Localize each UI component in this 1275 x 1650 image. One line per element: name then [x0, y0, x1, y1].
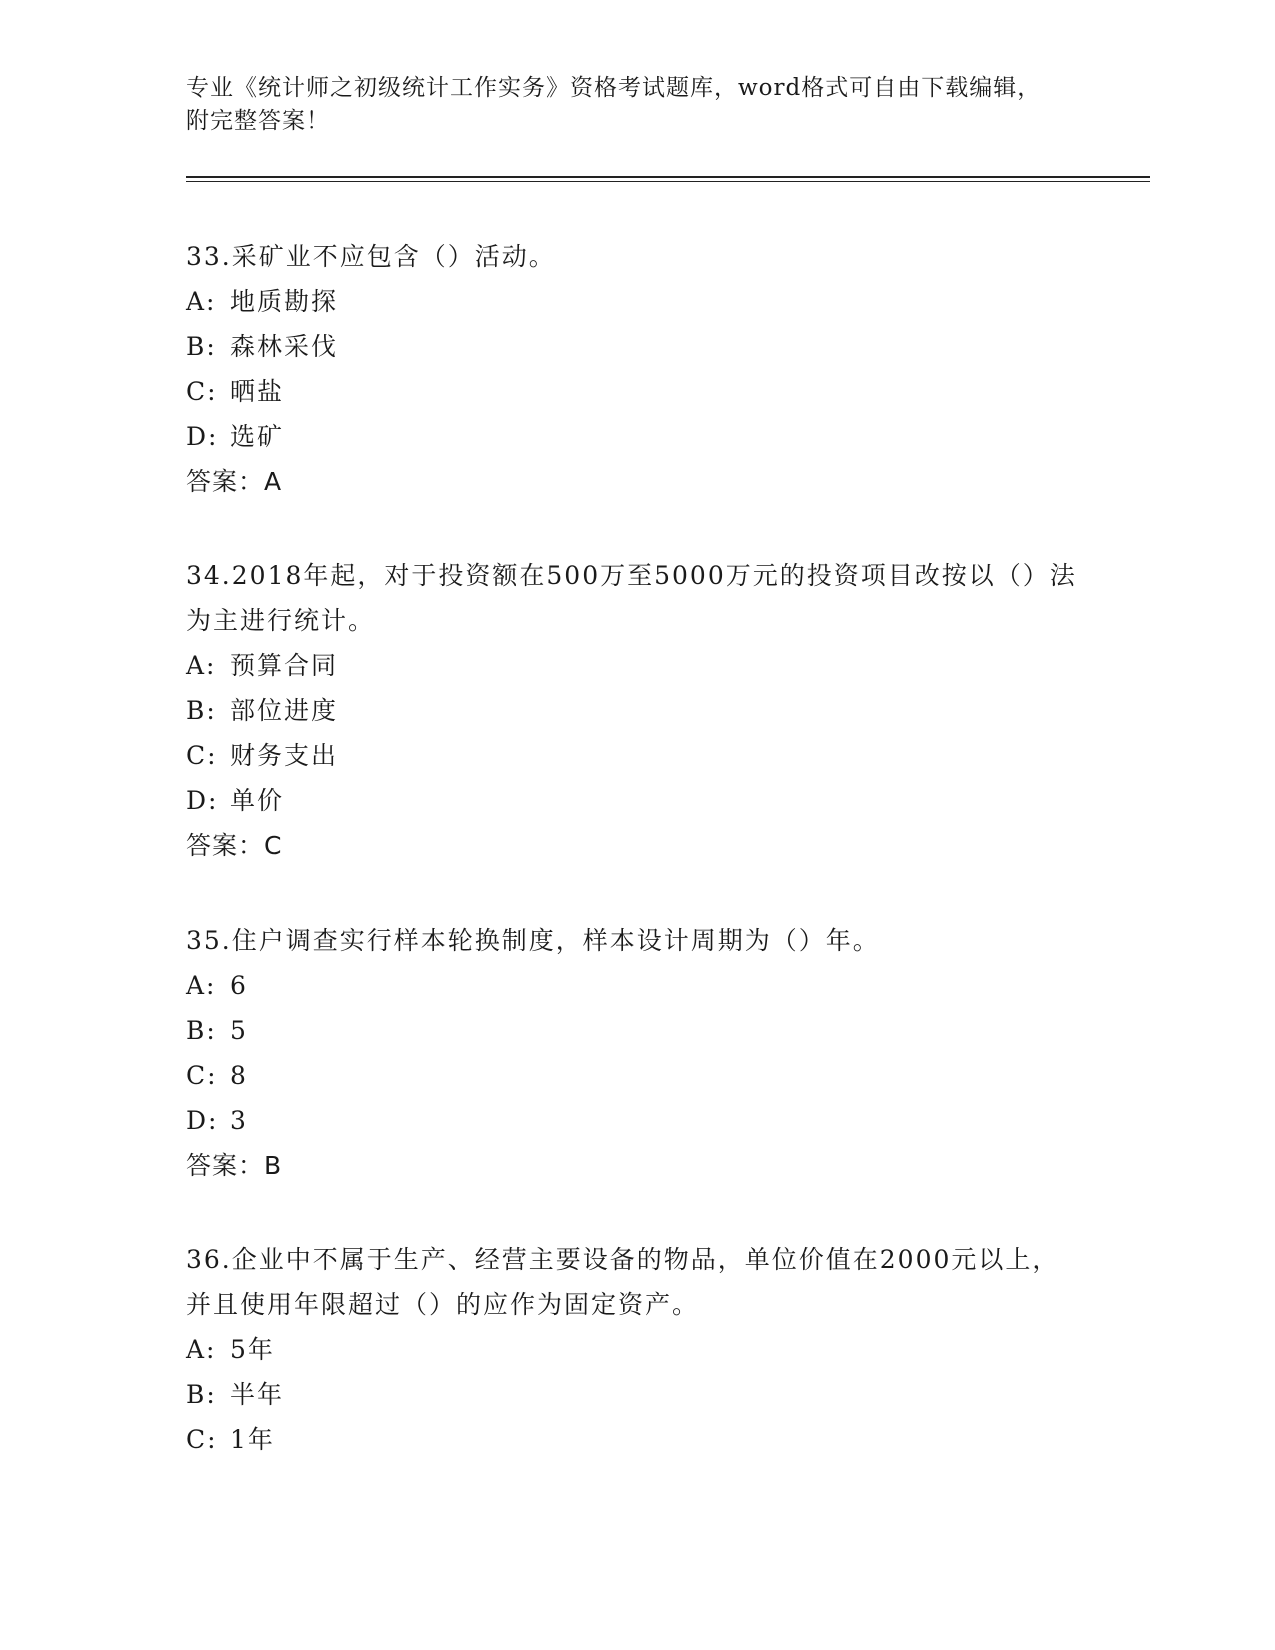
option-d — [186, 1098, 1086, 1143]
option-text: 6 — [230, 971, 248, 1000]
option-b — [186, 1372, 1086, 1417]
option-c — [186, 733, 1086, 778]
question-stem: 36.企业中不属于生产、经营主要设备的物品，单位价值在2000元以上，并且使用年限超过（）的应作为固定资产。 — [186, 1245, 1060, 1319]
option-c — [186, 369, 1086, 414]
question-stem: 35.住户调查实行样本轮换制度，样本设计周期为（）年。 — [186, 926, 880, 955]
option-text: 8 — [230, 1061, 248, 1090]
option-text: 5年 — [230, 1335, 275, 1364]
option-a — [186, 643, 1086, 688]
option-text: 3 — [230, 1106, 248, 1135]
option-letter: C: — [186, 1061, 218, 1090]
option-text: 财务支出 — [230, 741, 339, 770]
option-a — [186, 279, 1086, 324]
option-b — [186, 688, 1086, 733]
option-text: 预算合同 — [230, 651, 339, 680]
option-text: 晒盐 — [230, 377, 285, 406]
option-text: 部位进度 — [230, 696, 339, 725]
question-stem: 34.2018年起，对于投资额在500万至5000万元的投资项目改按以（）法为主进行统计。 — [186, 561, 1077, 635]
option-c — [186, 1053, 1086, 1098]
option-letter: C: — [186, 1425, 218, 1454]
answer-line: 答案：C — [186, 831, 283, 860]
option-a — [186, 963, 1086, 1008]
header-line-1: 专业《统计师之初级统计工作实务》资格考试题库，word格式可自由下载编辑， — [186, 75, 1042, 101]
option-text: 半年 — [230, 1380, 285, 1409]
answer-line: 答案：A — [186, 467, 283, 496]
option-letter: B: — [186, 1016, 217, 1045]
question-36 — [186, 1237, 1086, 1462]
document-header — [186, 72, 1106, 138]
option-letter: D: — [186, 786, 219, 815]
option-text: 地质勘探 — [230, 287, 339, 316]
option-letter: C: — [186, 377, 218, 406]
header-divider-thin — [186, 181, 1150, 182]
header-divider-thick — [186, 176, 1150, 178]
option-letter: D: — [186, 422, 219, 451]
option-c — [186, 1417, 1086, 1462]
question-34 — [186, 553, 1086, 868]
header-line-2: 附完整答案！ — [186, 108, 330, 134]
option-text: 森林采伐 — [230, 332, 339, 361]
question-33 — [186, 234, 1086, 504]
option-letter: A: — [186, 971, 217, 1000]
question-stem: 33.采矿业不应包含（）活动。 — [186, 242, 556, 271]
option-letter: B: — [186, 332, 217, 361]
option-d — [186, 778, 1086, 823]
option-letter: B: — [186, 696, 217, 725]
option-d — [186, 414, 1086, 459]
option-text: 选矿 — [230, 422, 285, 451]
option-letter: C: — [186, 741, 218, 770]
option-letter: A: — [186, 1335, 217, 1364]
option-text: 单价 — [230, 786, 285, 815]
option-b — [186, 1008, 1086, 1053]
option-letter: A: — [186, 287, 217, 316]
option-b — [186, 324, 1086, 369]
option-letter: A: — [186, 651, 217, 680]
option-text: 1年 — [230, 1425, 275, 1454]
answer-line: 答案：B — [186, 1151, 283, 1180]
option-letter: D: — [186, 1106, 219, 1135]
question-35 — [186, 918, 1086, 1188]
option-text: 5 — [230, 1016, 248, 1045]
option-a — [186, 1327, 1086, 1372]
option-letter: B: — [186, 1380, 217, 1409]
